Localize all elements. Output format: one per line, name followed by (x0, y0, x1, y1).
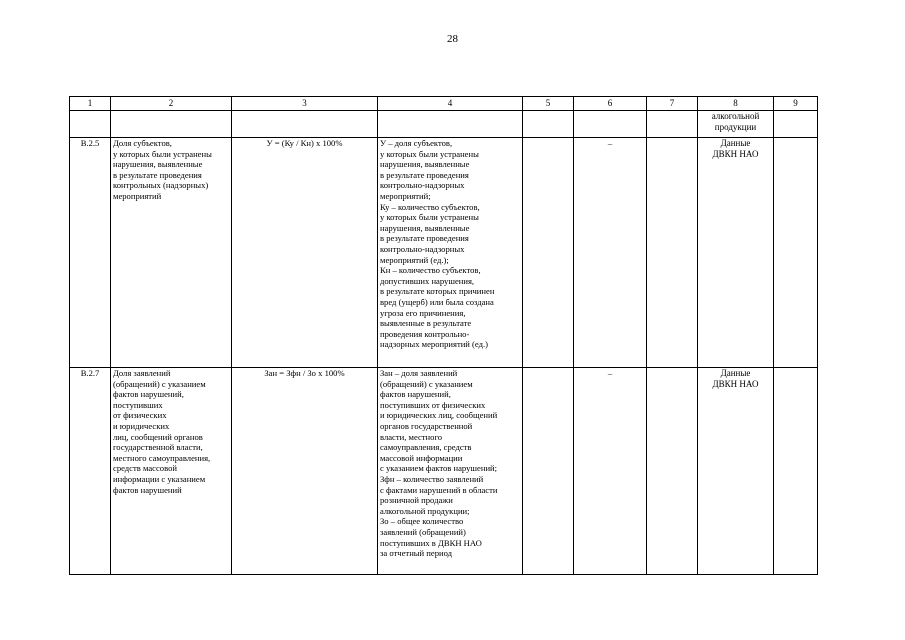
cell (111, 111, 232, 138)
cell (774, 111, 818, 138)
header-col-6: 6 (574, 97, 647, 111)
cell (232, 111, 378, 138)
cell (647, 111, 698, 138)
indicator-formula: Зан = Зфн / Зо х 100% (232, 368, 378, 575)
indicator-dash: – (574, 138, 647, 368)
cell (523, 368, 574, 575)
cell (647, 368, 698, 575)
header-col-4: 4 (378, 97, 523, 111)
cell (70, 111, 111, 138)
indicator-dash: – (574, 368, 647, 575)
table-row (70, 368, 818, 575)
header-col-7: 7 (647, 97, 698, 111)
indicator-code: В.2.7 (70, 368, 111, 575)
header-col-1: 1 (70, 97, 111, 111)
header-col-5: 5 (523, 97, 574, 111)
continuation-source-cell: алкогольной продукции (698, 111, 774, 138)
cell (523, 111, 574, 138)
header-col-3: 3 (232, 97, 378, 111)
cell (774, 368, 818, 575)
cell (523, 138, 574, 368)
indicator-description: Зан – доля заявлений (обращений) с указанием фактов нарушений, поступивших от физических и юридических лиц, сообщений органов государственной власти, местного самоуправления, средств массовой информации с указанием фактов нарушений; Зфн – количество заявлений с фактами нарушений в области розничной продажи алкогольной продукции; Зо – общее количество заявлений (обращений) поступивших в ДВКН НАО за отчетный период (378, 368, 523, 575)
indicators-table (69, 96, 818, 575)
cell (647, 138, 698, 368)
cell (378, 111, 523, 138)
header-col-2: 2 (111, 97, 232, 111)
header-row (70, 97, 818, 111)
indicator-code: В.2.5 (70, 138, 111, 368)
indicator-source: Данные ДВКН НАО (698, 138, 774, 368)
cell (774, 138, 818, 368)
indicator-source: Данные ДВКН НАО (698, 368, 774, 575)
indicator-description: У – доля субъектов, у которых были устранены нарушения, выявленные в результате проведения контрольно-надзорных мероприятий; Ку – количество субъектов, у которых были устранены нарушения, выявленные в результате проведения контрольно-надзорных мероприятий (ед.); Кн – количество субъектов, допустивших нарушения, в результате которых причинен вред (ущерб) или была создана угроза его причинения, выявленные в результате проведения контрольно- надзорных мероприятий (ед.) (378, 138, 523, 368)
indicator-name: Доля заявлений (обращений) с указанием фактов нарушений, поступивших от физических и юридических лиц, сообщений органов государственной власти, местного самоуправления, средств массовой информации с указанием фактов нарушений (111, 368, 232, 575)
indicator-formula: У = (Ку / Кн) х 100% (232, 138, 378, 368)
continuation-row (70, 111, 818, 138)
header-col-9: 9 (774, 97, 818, 111)
cell (574, 111, 647, 138)
page-number: 28 (447, 33, 458, 45)
table-row (70, 138, 818, 368)
header-col-8: 8 (698, 97, 774, 111)
indicator-name: Доля субъектов, у которых были устранены нарушения, выявленные в результате проведения контрольных (надзорных) мероприятий (111, 138, 232, 368)
